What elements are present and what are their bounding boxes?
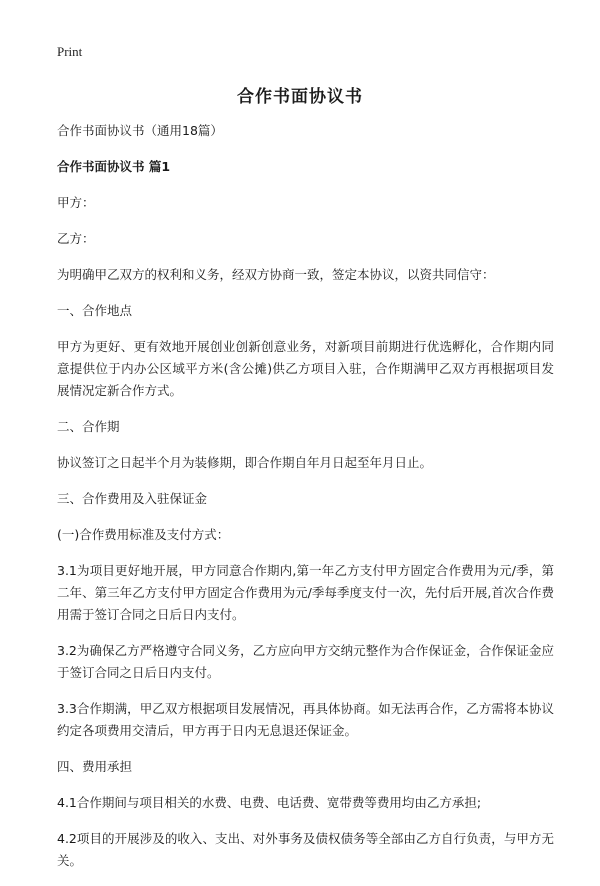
print-link[interactable]: Print (57, 44, 83, 59)
paragraph: 合作书面协议书（通用18篇） (57, 123, 223, 138)
document-title: 合作书面协议书 (237, 87, 363, 107)
paragraph: 一、合作地点 (57, 303, 133, 318)
paragraph: 4.2项目的开展涉及的收入、支出、对外事务及债权债务等全部由乙方自行负责，与甲方无关。 (57, 831, 554, 868)
paragraph: 乙方： (57, 231, 95, 246)
paragraph: 3.2为确保乙方严格遵守合同义务，乙方应向甲方交纳元整作为合作保证金，合作保证金应于签订合同之日后日内支付。 (57, 643, 554, 680)
paragraph: 3.1为项目更好地开展，甲方同意合作期内,第一年乙方支付甲方固定合作费用为元/季，第二年、第三年乙方支付甲方固定合作费用为元/季每季度支付一次，先付后开展,首次合作费用需于签订合同之日后日内支付。 (57, 563, 554, 622)
paragraph: 3.3合作期满，甲乙双方根据项目发展情况，再具体协商。如无法再合作，乙方需将本协议约定各项费用交清后，甲方再于日内无息退还保证金。 (57, 701, 554, 738)
document-body (57, 120, 554, 886)
paragraph: (一)合作费用标准及支付方式： (57, 527, 230, 542)
paragraph: 二、合作期 (57, 419, 120, 434)
paragraph: 为明确甲乙双方的权利和义务，经双方协商一致，签定本协议，以资共同信守： (57, 267, 495, 282)
section-heading: 合作书面协议书 篇1 (57, 159, 171, 174)
paragraph: 4.1合作期间与项目相关的水费、电费、电话费、宽带费等费用均由乙方承担; (57, 795, 482, 810)
paragraph: 三、合作费用及入驻保证金 (57, 491, 208, 506)
paragraph: 协议签订之日起半个月为装修期，即合作期自年月日起至年月日止。 (57, 455, 433, 470)
paragraph: 甲方为更好、更有效地开展创业创新创意业务，对新项目前期进行优选孵化，合作期内同意提供位于内办公区域平方米(含公摊)供乙方项目入驻，合作期满甲乙双方再根据项目发展情况定新合作方式。 (57, 339, 554, 398)
paragraph: 甲方： (57, 195, 95, 210)
paragraph: 四、费用承担 (57, 759, 133, 774)
